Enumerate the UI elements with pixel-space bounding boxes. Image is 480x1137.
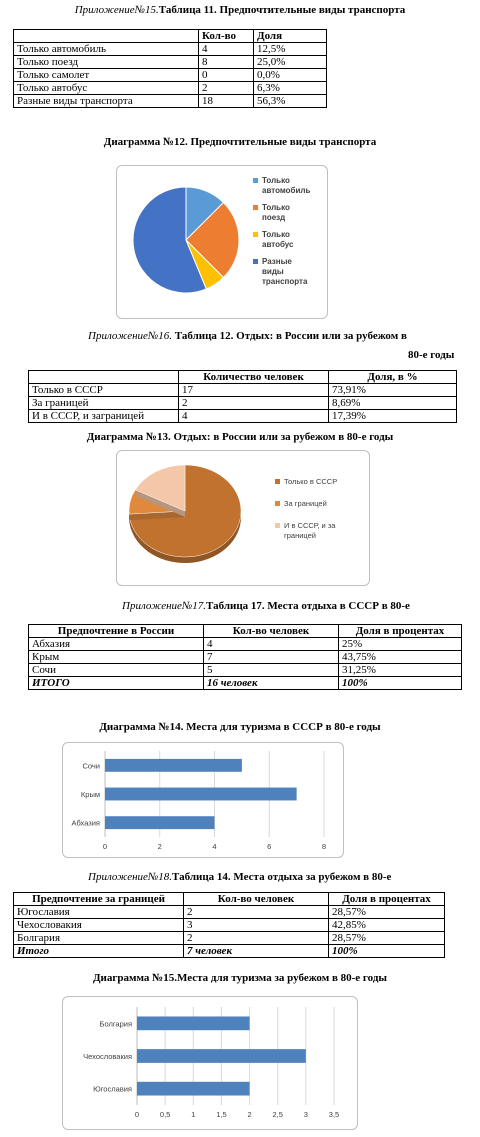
x-tick-label: 3,5 xyxy=(328,1110,340,1119)
table-cell: 0,0% xyxy=(254,69,327,82)
table-cell: 2 xyxy=(184,932,329,945)
y-category-label: Чехословакия xyxy=(83,1052,132,1061)
bar-югославия xyxy=(137,1082,250,1096)
legend-label: транспорта xyxy=(262,277,308,286)
legend-label: За границей xyxy=(284,499,327,508)
legend-label: Только xyxy=(262,203,290,212)
table-cell: 0 xyxy=(199,69,254,82)
table-cell: Болгария xyxy=(14,932,184,945)
table-header-row xyxy=(29,625,462,638)
app16-caption xyxy=(88,330,407,342)
table-cell: 56,3% xyxy=(254,95,327,108)
x-tick-label: 4 xyxy=(212,842,217,851)
caption-prefix: Приложение№16. xyxy=(88,330,173,342)
bar-крым xyxy=(105,788,297,801)
table-cell: 25,0% xyxy=(254,56,327,69)
diag13-caption xyxy=(0,431,480,443)
table-cell: Крым xyxy=(29,651,204,664)
legend-swatch xyxy=(275,501,280,506)
table-cell: За границей xyxy=(29,397,179,410)
y-category-label: Болгария xyxy=(99,1019,132,1029)
table-cell: 8 xyxy=(199,56,254,69)
x-tick-label: 3 xyxy=(303,1110,308,1119)
caption-title: Таблица 12. Отдых: в России или за рубежом в xyxy=(174,330,407,342)
legend-swatch xyxy=(253,259,258,264)
diag15-chart xyxy=(62,996,358,1130)
table-header-row xyxy=(29,371,457,384)
table-cell: 42,85% xyxy=(329,919,445,932)
table-cell: Сочи xyxy=(29,664,204,677)
x-tick-label: 0 xyxy=(134,1110,140,1119)
app16-caption-line2 xyxy=(408,349,454,361)
diag14-caption xyxy=(0,721,480,733)
legend-label: Только xyxy=(262,176,290,185)
x-tick-label: 2,5 xyxy=(272,1110,283,1119)
table-header-cell: Кол-во человек xyxy=(184,893,329,906)
table-header-cell: Предпочтение в России xyxy=(29,625,204,638)
x-tick-label: 6 xyxy=(267,842,272,851)
table-row xyxy=(14,43,327,56)
table-row xyxy=(14,919,445,932)
table-cell: 7 xyxy=(204,651,339,664)
y-category-label: Югославия xyxy=(93,1084,132,1094)
caption-prefix: Приложение№18. xyxy=(88,871,173,883)
bar-абхазия xyxy=(105,816,215,829)
table-cell: 2 xyxy=(184,906,329,919)
table-row xyxy=(29,410,457,423)
table-row xyxy=(29,638,462,651)
caption-title-line2: 80-е годы xyxy=(408,349,455,361)
table-header-cell: Доля xyxy=(254,30,327,43)
pie-chart-transport xyxy=(117,166,329,320)
x-tick-label: 0 xyxy=(102,842,108,851)
caption-title: Таблица 17. Места отдыха в СССР в 80-е xyxy=(206,600,410,612)
table-row xyxy=(14,932,445,945)
table-cell: 4 xyxy=(179,410,329,423)
table-cell: Только поезд xyxy=(14,56,199,69)
table-row xyxy=(29,664,462,677)
x-tick-label: 0,5 xyxy=(159,1110,171,1119)
table-cell: 28,57% xyxy=(329,906,445,919)
caption-title: Диаграмма №15.Места для туризма за рубежом в 80-е годы xyxy=(92,972,387,984)
legend-swatch xyxy=(275,479,280,484)
bar-чехословакия xyxy=(137,1049,306,1063)
table-11 xyxy=(13,29,327,108)
bar-сочи xyxy=(105,759,242,772)
table-cell: Только автобус xyxy=(14,82,199,95)
table-cell: Югославия xyxy=(14,906,184,919)
table-cell: 18 xyxy=(199,95,254,108)
bar-chart-ussr xyxy=(63,743,345,859)
table-cell: И в СССР, и заграницей xyxy=(29,410,179,423)
legend-label: И в СССР, и за xyxy=(284,521,336,530)
diag13-chart xyxy=(116,450,370,586)
diag15-caption xyxy=(0,972,480,984)
legend-swatch xyxy=(253,205,258,210)
table-row xyxy=(29,384,457,397)
caption-prefix: Приложение№17. xyxy=(122,600,207,612)
legend-label: поезд xyxy=(262,213,286,222)
app15-caption xyxy=(0,4,480,16)
legend-label: Только xyxy=(262,230,290,239)
table-cell: 12,5% xyxy=(254,43,327,56)
table-cell: Чехословакия xyxy=(14,919,184,932)
table-row xyxy=(14,69,327,82)
table-cell: 4 xyxy=(199,43,254,56)
table-header-cell: Доля, в % xyxy=(329,371,457,384)
table-cell: 7 человек xyxy=(184,945,329,958)
caption-title: Диаграмма №14. Места для туризма в СССР в 80-е годы xyxy=(99,721,381,733)
table-row xyxy=(14,82,327,95)
table-cell: 2 xyxy=(179,397,329,410)
app17-caption xyxy=(122,600,410,612)
table-cell: 8,69% xyxy=(329,397,457,410)
app18-caption xyxy=(88,871,391,883)
table-row xyxy=(14,906,445,919)
table-header-cell: Кол-во человек xyxy=(204,625,339,638)
x-tick-label: 8 xyxy=(321,842,327,851)
table-cell: 17,39% xyxy=(329,410,457,423)
legend-swatch xyxy=(275,523,280,528)
caption-title: Диаграмма №12. Предпочтительные виды транспорта xyxy=(103,136,377,148)
legend-swatch xyxy=(253,232,258,237)
y-category-label: Крым xyxy=(80,790,100,799)
table-cell: 43,75% xyxy=(339,651,462,664)
table-header-cell xyxy=(14,30,199,43)
table-cell: 2 xyxy=(199,82,254,95)
table-cell: 4 xyxy=(204,638,339,651)
table-cell: ИТОГО xyxy=(29,677,204,690)
diag12-caption xyxy=(0,136,480,148)
table-header-cell: Предпочтение за границей xyxy=(14,893,184,906)
table-row xyxy=(29,397,457,410)
x-tick-label: 1 xyxy=(191,1110,196,1119)
bar-chart-abroad xyxy=(63,997,359,1131)
caption-title: Таблица 14. Места отдыха за рубежом в 80-е xyxy=(172,871,392,883)
table-17 xyxy=(28,624,462,690)
table-cell: Разные виды транспорта xyxy=(14,95,199,108)
y-category-label: Абхазия xyxy=(71,818,100,828)
caption-title: Диаграмма №13. Отдых: в России или за рубежом в 80-е годы xyxy=(86,431,394,443)
table-header-row xyxy=(14,893,445,906)
table-cell: 73,91% xyxy=(329,384,457,397)
x-tick-label: 2 xyxy=(157,842,162,851)
diag12-chart xyxy=(116,165,328,319)
x-tick-label: 2 xyxy=(247,1110,252,1119)
legend-label: автобус xyxy=(262,240,294,249)
diag14-chart xyxy=(62,742,344,858)
table-header-cell: Количество человек xyxy=(179,371,329,384)
table-header-row xyxy=(14,30,327,43)
table-cell: 6,3% xyxy=(254,82,327,95)
y-category-label: Сочи xyxy=(82,761,100,771)
table-cell: 25% xyxy=(339,638,462,651)
legend-label: Разные xyxy=(262,257,292,266)
bar-болгария xyxy=(137,1016,250,1030)
table-cell: Абхазия xyxy=(29,638,204,651)
table-header-cell: Доля в процентах xyxy=(329,893,445,906)
caption-title: Таблица 11. Предпочтительные виды транспорта xyxy=(158,4,406,16)
table-cell: 100% xyxy=(339,677,462,690)
legend-label: границей xyxy=(284,531,316,540)
legend-label: виды xyxy=(262,267,284,276)
table-header-cell: Кол-во xyxy=(199,30,254,43)
table-14 xyxy=(13,892,445,958)
table-total-row xyxy=(14,945,445,958)
table-cell: 100% xyxy=(329,945,445,958)
legend-swatch xyxy=(253,178,258,183)
legend-label: автомобиль xyxy=(262,186,311,195)
table-row xyxy=(14,56,327,69)
table-cell: 16 человек xyxy=(204,677,339,690)
table-cell: Только самолет xyxy=(14,69,199,82)
table-cell: 28,57% xyxy=(329,932,445,945)
x-tick-label: 1,5 xyxy=(216,1110,227,1119)
table-12 xyxy=(28,370,457,423)
pie-chart-vacation xyxy=(117,451,371,587)
table-cell: 17 xyxy=(179,384,329,397)
table-cell: Только в СССР xyxy=(29,384,179,397)
table-cell: 31,25% xyxy=(339,664,462,677)
table-total-row xyxy=(29,677,462,690)
caption-prefix: Приложение№15. xyxy=(74,4,159,16)
table-row xyxy=(29,651,462,664)
table-cell: 3 xyxy=(184,919,329,932)
table-cell: Итого xyxy=(14,945,184,958)
table-cell: Только автомобиль xyxy=(14,43,199,56)
table-row xyxy=(14,95,327,108)
table-cell: 5 xyxy=(204,664,339,677)
table-header-cell xyxy=(29,371,179,384)
legend-label: Только в СССР xyxy=(284,477,338,486)
table-header-cell: Доля в процентах xyxy=(339,625,462,638)
